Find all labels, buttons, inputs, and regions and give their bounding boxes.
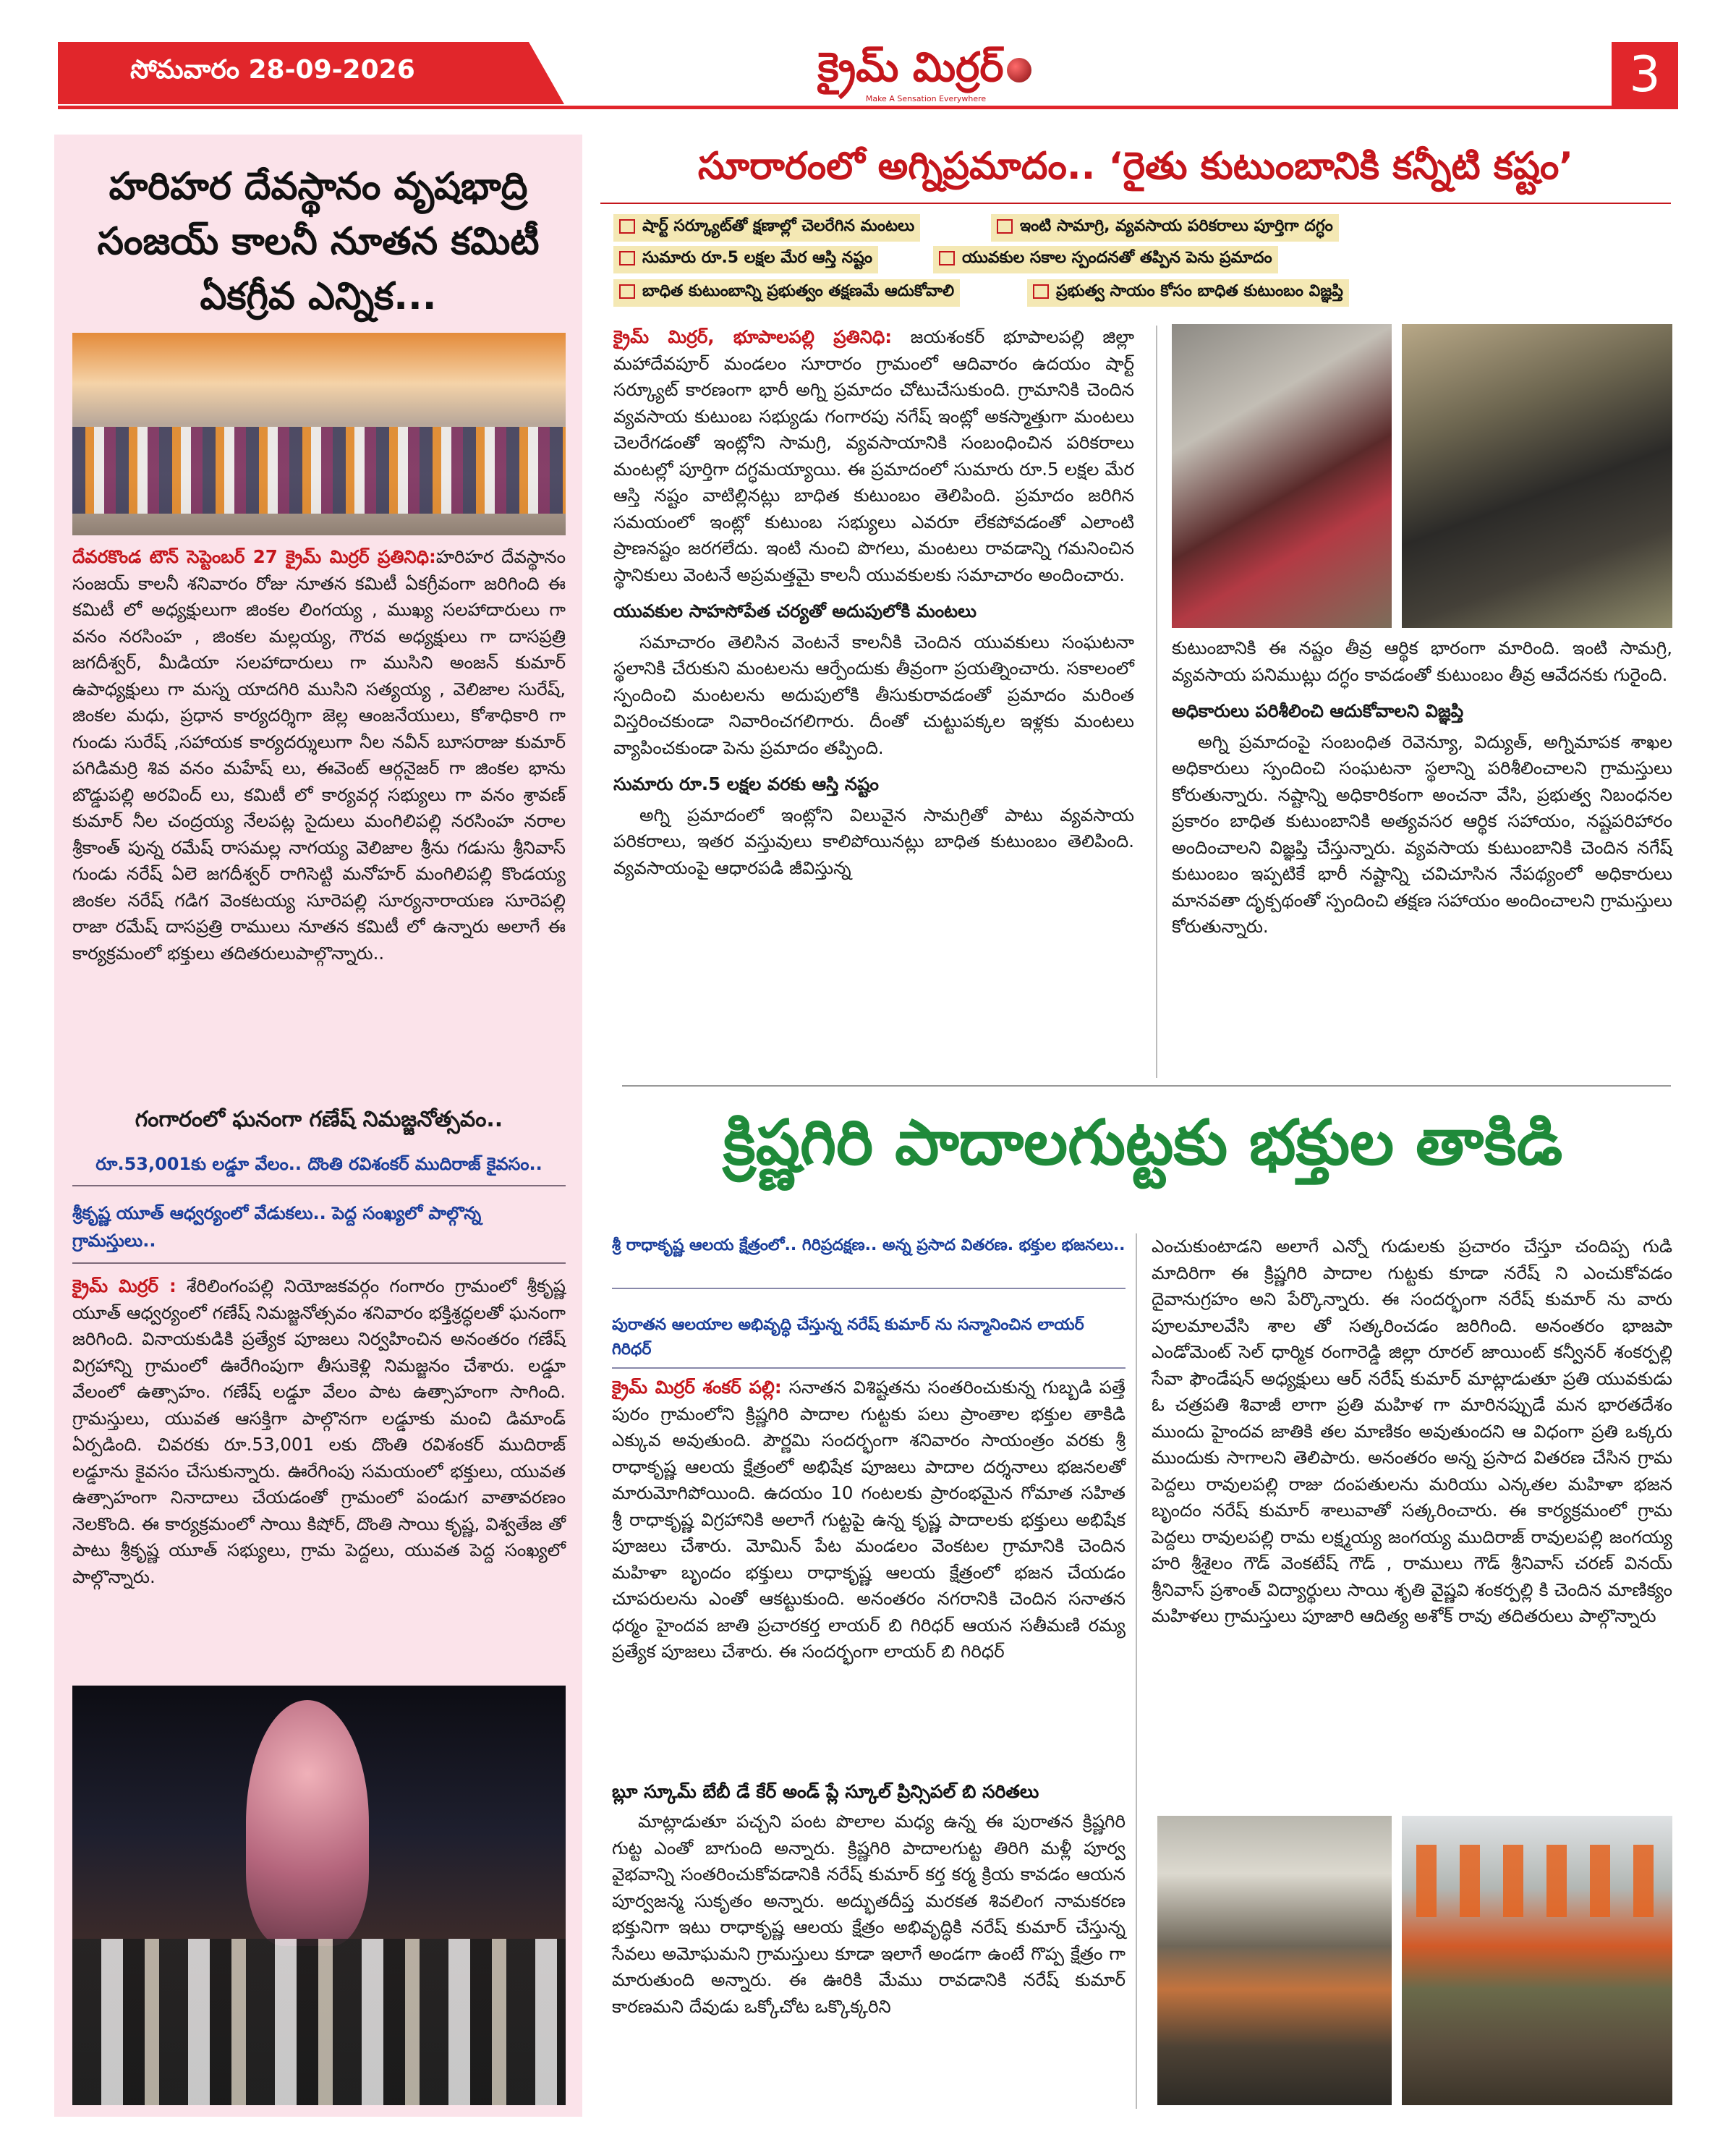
- article-text: శేరిలింగంపల్లి నియోజకవర్గం గంగారం గ్రామంలో శ్రీకృష్ణ యూత్ ఆధ్వర్యంలో గణేష్ నిమజ్జనోత్సవం శనివారం భక్తిశ్రద్ధలతో ఘనంగా జరిగింది. వినాయకుడికి ప్రత్యేక పూజలు నిర్వహించిన అనంతరం గణేష్ విగ్రహాన్ని గ్రామంలో ఊరేగింపుగా తీసుకెళ్లి నిమజ్జనం చేశారు. లడ్డూ వేలంలో ఉత్సాహం. గణేష్ లడ్డూ వేలం పాట ఉత్సాహంగా సాగింది. గ్రామస్తులు, యువత ఆసక్తిగా పాల్గొనగా లడ్డూకు మంచి డిమాండ్ ఏర్పడింది. చివరకు రూ.53,001 లకు దొంతి రవిశంకర్ ముదిరాజ్ లడ్డూను కైవసం చేసుకున్నారు. ఊరేగింపు సమయంలో భక్తులు, యువత ఉత్సాహంగా నినాదాలు చేయడంతో గ్రామంలో పండుగ వాతావరణం నెలకొంది. ఈ కార్యక్రమంలో సాయి కిషోర్, దొంతి సాయి కృష్ణ, విశ్వతేజ తో పాటు శ్రీకృష్ణ యూత్ సభ్యులు, గ్రామ పెద్దలు, యువత పెద్ద సంఖ్యలో పాల్గొన్నారు.: [72, 1275, 566, 1587]
- krishnagiri-headline: క్రిష్ణగిరి పాదాలగుట్టకు భక్తుల తాకిడి: [723, 1107, 1563, 1179]
- bhajan-group-photo: [1157, 1816, 1392, 2105]
- fire-headline: సూరారంలో అగ్నిప్రమాదం.. ‘రైతు కుటుంబానికి కన్నీటి కష్టం’: [697, 145, 1574, 188]
- fire-highlight: ఇంటి సామాగ్రి, వ్యవసాయ పరికరాలు పూర్తిగా దగ్ధం: [991, 214, 1339, 242]
- divider: [72, 1185, 566, 1186]
- krishnagiri-para-2: మాట్లాడుతూ పచ్చని పంట పొలాల మధ్య ఉన్న ఈ పురాతన క్రిష్ణగిరి గుట్ట ఎంతో బాగుంది అన్నారు. క్రిష్ణగిరి పాదాలగుట్ట తిరిగి మళ్లీ పూర్వ వైభవాన్ని సంతరించుకోవడానికి నరేష్ కుమార్ కర్త కర్మ క్రియ కావడం ఆయన పూర్వజన్మ సుకృతం అన్నారు. అద్భుతదీప్త మరకత శివలింగ నామకరణ భక్తునిగా ఇటు రాధాకృష్ణ ఆలయ క్షేత్రం అభివృద్ధికి నరేష్ కుమార్ చేస్తున్న సేవలు అమోఘమని గ్రామస్తులు కూడా ఇలాగే అండగా ఉంటే గొప్ప క్షేత్రం గా మారుతుంది అన్నారు. ఈ ఊరికి మేము రావడానికి నరేష్ కుమార్ కారణమని దేవుడు ఒక్కోచోట ఒక్కొక్కరిని: [612, 1811, 1126, 2017]
- fire-highlight: ప్రభుత్వ సాయం కోసం బాధిత కుటుంబం విజ్ఞప్తి: [1027, 279, 1349, 307]
- divider: [600, 203, 1671, 204]
- procession-flags-photo: [1402, 1816, 1672, 2105]
- logo-tagline: Make A Sensation Everywhere: [865, 94, 987, 103]
- masthead-divider: [58, 106, 1678, 109]
- ganesh-subheadline: రూ.53,001కు లడ్డూ వేలం.. దొంతి రవిశంకర్ ముదిరాజ్ కైవసం..: [95, 1154, 542, 1174]
- page-number: 3: [1612, 42, 1678, 109]
- krishnagiri-article-body: [612, 1375, 1126, 1665]
- fire-para-4: కుటుంబానికి ఈ నష్టం తీవ్ర ఆర్థిక భారంగా మారింది. ఇంటి సామగ్రి, వ్యవసాయ పనిముట్లు దగ్ధం కావడంతో కుటుంబం తీవ్ర ఆవేదనకు గురైంది.: [1172, 637, 1672, 685]
- fire-article-continued: [1172, 635, 1672, 940]
- fire-para-3: అగ్ని ప్రమాదంలో ఇంట్లోని విలువైన సామగ్రితో పాటు వ్యవసాయ పరికరాలు, ఇతర వస్తువులు కాలిపోయినట్లు బాధిత కుటుంబం తెలిపింది. వ్యవసాయంపై ఆధారపడి జీవిస్తున్న: [613, 804, 1134, 878]
- krishnagiri-subhead-1: శ్రీ రాధాకృష్ణ ఆలయ క్షేత్రంలో.. గిరిప్రదక్షణ.. అన్న ప్రసాద వితరణ. భక్తుల భజనలు..: [612, 1236, 1126, 1254]
- fire-subhead-3: అధికారులు పరిశీలించి ఆదుకోవాలని విజ్ఞప్తి: [1172, 700, 1464, 721]
- fire-para-2: సమాచారం తెలిసిన వెంటనే కాలనీకి చెందిన యువకులు సంఘటనా స్థలానికి చేరుకుని మంటలను ఆర్పేందుకు తీవ్రంగా ప్రయత్నించారు. సకాలంలో స్పందించి మంటలను అదుపులోకి తీసుకురావడంతో ప్రమాదం మరింత విస్తరించకుండా నివారించగలిగారు. దీంతో చుట్టుపక్కల ఇళ్లకు మంటలు వ్యాపించకుండా పెను ప్రమాదం తప్పింది.: [613, 631, 1134, 758]
- column-divider: [1156, 326, 1157, 1078]
- globe-icon: [1007, 58, 1031, 82]
- divider: [612, 1367, 1126, 1369]
- burnt-equipment-photo: [1402, 324, 1672, 628]
- article-lead: క్రైమ్ మిర్రర్ శంకర్ పల్లి:: [612, 1377, 782, 1398]
- left-headline: హరిహర దేవస్థానం వృషభాద్రి సంజయ్ కాలనీ నూతన కమిటీ ఏకగ్రీవ ఎన్నిక...: [97, 165, 540, 318]
- burnt-house-photo: [1172, 324, 1392, 628]
- fire-subhead-2: సుమారు రూ.5 లక్షల వరకు ఆస్తి నష్టం: [613, 773, 879, 794]
- bullet-icon: [619, 219, 635, 234]
- logo-text: క్రైమ్ మిర్రర్: [817, 44, 1004, 91]
- article-lead: క్రైమ్ మిర్రర్ :: [72, 1275, 176, 1296]
- fire-highlight: బాధిత కుటుంబాన్ని ప్రభుత్వం తక్షణమే ఆదుకోవాలి: [613, 279, 960, 307]
- column-divider: [1136, 1233, 1137, 2109]
- bullet-icon: [939, 251, 955, 265]
- krishnagiri-subhead-2: పురాతన ఆలయాల అభివృద్ధి చేస్తున్న నరేష్ కుమార్ ను సన్మానించిన లాయర్ గిరిధర్: [612, 1316, 1084, 1359]
- bullet-icon: [619, 251, 635, 265]
- fire-highlight: షార్ట్ సర్క్యూట్‌తో క్షణాల్లో చెలరేగిన మంటలు: [613, 214, 920, 242]
- krishnagiri-subhead-3: బ్లూ స్కూమ్ బేబీ డే కేర్ అండ్ ప్లే స్కూల్ ప్రిన్సిపల్ బి సరితలు: [612, 1781, 1039, 1802]
- fire-para-1: జయశంకర్ భూపాలపల్లి జిల్లా మహాదేవపూర్ మండలం సూరారం గ్రామంలో ఆదివారం ఉదయం షార్ట్ సర్క్యూట్ కారణంగా భారీ అగ్ని ప్రమాదం చోటుచేసుకుంది. గ్రామానికి చెందిన వ్యవసాయ కుటుంబ సభ్యుడు గంగారపు నగేష్ ఇంట్లో అకస్మాత్తుగా మంటలు చెలరేగడంతో ఇంట్లోని సామగ్రి, వ్యవసాయానికి సంబంధించిన పరికరాలు మంటల్లో పూర్తిగా దగ్ధమయ్యాయి. ఈ ప్రమాదంలో సుమారు రూ.5 లక్షల మేర ఆస్తి నష్టం వాటిల్లినట్లు బాధిత కుటుంబం తెలిపింది. ప్రమాదం జరిగిన సమయంలో ఇంట్లో కుటుంబ సభ్యులు ఎవరూ లేకపోవడంతో ఎలాంటి ప్రాణనష్టం జరగలేదు. ఇంటి నుంచి పొగలు, మంటలు రావడాన్ని గమనించిన స్థానికులు వెంటనే అప్రమత్తమై కాలనీ యువకులకు సమాచారం అందించారు.: [613, 326, 1134, 585]
- bullet-icon: [1033, 284, 1049, 299]
- committee-group-photo: [72, 333, 566, 535]
- newspaper-logo: [796, 42, 1056, 104]
- ganesh-subheadline-2: శ్రీకృష్ణ యూత్ ఆధ్వర్యంలో వేడుకలు.. పెద్ద సంఖ్యలో పాల్గొన్న గ్రామస్తులు..: [72, 1203, 482, 1251]
- krishnagiri-para-1: సనాతన విశిష్టతను సంతరించుకున్న గుబ్బడి పత్తే పురం గ్రామంలోని క్రిష్ణగిరి పాదాల గుట్టకు పలు ప్రాంతాల భక్తుల తాకిడి ఎక్కువ అవుతుంది. పౌర్ణమి సందర్భంగా శనివారం సాయంత్రం వరకు శ్రీ రాధాకృష్ణ ఆలయ క్షేత్రంలో అభిషేక పూజలు పాదాల దర్శనాలు భజనలతో మారుమోగిపోయింది. ఉదయం 10 గంటలకు ప్రారంభమైన గోమాత సహిత శ్రీ రాధాకృష్ణ విగ్రహానికి అలాగే గుట్టపై ఉన్న కృష్ణ పాదాలకు భక్తులు అభిషేక పూజలు చేశారు. మోమిన్ పేట మండలం వెంకటల గ్రామానికి చెందిన మహిళా బృందం భక్తులు రాధాకృష్ణ ఆలయ క్షేత్రంలో భజన చేయడం చూపరులను ఎంతో ఆకట్టుకుంది. అనంతరం నగరానికి చెందిన సనాతన ధర్మం హైందవ జాతి ప్రచారకర్త లాయర్ బి గిరిధర్ ఆయన సతీమణి రమ్య ప్రత్యేక పూజలు చేశారు. ఈ సందర్భంగా లాయర్ బి గిరిధర్: [612, 1377, 1126, 1662]
- article-lead: క్రైమ్ మిర్రర్, భూపాలపల్లి ప్రతినిధి:: [613, 326, 893, 347]
- fire-highlight: సుమారు రూ.5 లక్షల మేర ఆస్తి నష్టం: [613, 246, 878, 273]
- bullet-icon: [997, 219, 1013, 234]
- krishnagiri-para-3: ఎంచుకుంటాడని అలాగే ఎన్నో గుడులకు ప్రచారం చేస్తూ చందిప్ప గుడి మాదిరిగా ఈ క్రిష్ణగిరి పాదాల గుట్టకు కూడా నరేష్ ని ఎంచుకోవడం దైవానుగ్రహం అని పేర్కొన్నారు. ఈ సందర్భంగా నరేష్ కుమార్ ను వారు పూలమాలవేసి శాల తో సత్కరించడం జరిగింది. అనంతరం భాజపా ఎండోమెంట్ సెల్ ధార్మిక రంగారెడ్డి జిల్లా రూరల్ జాయింట్ కన్వీనర్ శంకర్పల్లి సేవా ఫౌండేషన్ అధ్యక్షులు ఆర్ నరేష్ కుమార్ మాట్లాడుతూ ప్రతి యువకుడు ఓ చత్రపతి శివాజీ లాగా ప్రతి మహిళ గా మారినప్పుడే మన భారతదేశం ముందు హైందవ జాతికి తల మాణికం అవుతుందని ఆ విధంగా ప్రతి ఒక్కరు ముందుకు సాగాలని తెలిపారు. అనంతరం అన్న ప్రసాద వితరణ చేసిన గ్రామ పెద్దలు రావులపల్లి రాజు దంపతులను మరియు ఎన్కతల మహిళా భజన బృందం నరేష్ కుమార్ శాలువాతో సత్కరించారు. ఈ కార్యక్రమంలో గ్రామ పెద్దలు రావులపల్లి రామ లక్ష్మయ్య జంగయ్య ముదిరాజ్ రావులపల్లి జంగయ్య హరి శ్రీశైలం గౌడ్ వెంకటేష్ గౌడ్ , రాములు గౌడ్ శ్రీనివాస్ చరణ్ వినయ్ శ్రీనివాస్ ప్రశాంత్ విద్యార్థులు సాయి శృతి వైష్ణవి శంకర్పల్లి కి చెందిన మాణిక్యం మహిళలు గ్రామస్తులు పూజారి ఆదిత్య అశోక్ రావు తదితరులు పాల్గొన్నారు: [1152, 1236, 1672, 1626]
- ganesh-article-body: [72, 1273, 566, 1590]
- divider: [612, 1288, 1126, 1289]
- fire-article-body: [613, 324, 1134, 881]
- divider: [72, 1262, 566, 1264]
- article-lead: దేవరకొండ టౌన్ సెప్టెంబర్ 27 క్రైమ్ మిర్రర్ ప్రతినిధి:: [72, 546, 436, 567]
- article-text: హరిహర దేవస్థానం సంజయ్ కాలనీ శనివారం రోజు నూతన కమిటీ ఏకగ్రీవంగా జరిగింది ఈ కమిటీ లో అధ్యక్షులుగా జింకల లింగయ్య , ముఖ్య సలహాదారులు గా వనం నరసింహ , జింకల మల్లయ్య, గౌరవ అధ్యక్షులు గా దాసప్రత్రి జగదీశ్వర్, మీడియా సలహాదారులు గా ముసిని అంజన్ కుమార్ ఉపాధ్యక్షులు గా మస్న యాదగిరి ముసిని సత్యయ్య , వెలిజాల సురేష్, జింకల మధు, ప్రధాన కార్యదర్శిగా జెల్ల ఆంజనేయులు, కోశాధికారి గా గుండు సురేష్ ,సహాయక కార్యదర్శులుగా నీల నవీన్ బూసరాజు కుమార్ పగిడిమర్రి శివ వనం మహేష్ లు, ఈవెంట్ ఆర్గనైజర్ గా జింకల భాను బొడ్డుపల్లి అరవింద్ లు, కమిటీ లో కార్యవర్గ సభ్యులు గా వనం శ్రావణ్ కుమార్ నీల చంద్రయ్య నేలపట్ల సైదులు మంగిలిపల్లి నరసింహ నరాల శ్రీకాంత్ పున్న రమేష్ రాసమల్ల నాగయ్య వెలిజాల శ్రీను గడుసు శ్రీనివాస్ గుండు నరేష్ ఏలె జగదీశ్వర్ రాగిసెట్టి మనోహర్ మంగిలిపల్లి కొండయ్య జింకల నరేష్ గడిగ వెంకటయ్య సూరెపల్లి సూర్యనారాయణ సూరెపల్లి రాజా రమేష్ దాసప్రత్రి రాములు నూతన కమిటీ లో ఉన్నారు అలాగే ఈ కార్యక్రమంలో భక్తులు తదితరులుపాల్గొన్నారు..: [72, 546, 566, 964]
- fire-para-5: అగ్ని ప్రమాదంపై సంబంధిత రెవెన్యూ, విద్యుత్, అగ్నిమాపక శాఖల అధికారులు స్పందించి సంఘటనా స్థలాన్ని పరిశీలించాలని గ్రామస్తులు కోరుతున్నారు. నష్టాన్ని అధికారికంగా అంచనా వేసి, ప్రభుత్వ నిబంధనల ప్రకారం బాధిత కుటుంబానికి అత్యవసర ఆర్థిక సహాయం, నష్టపరిహారం అందించాలని విజ్ఞప్తి చేస్తున్నారు. వ్యవసాయ కుటుంబానికి చెందిన నగేష్ కుటుంబం ఇప్పటికే భారీ నష్టాన్ని చవిచూసిన నేపథ్యంలో అధికారులు మానవతా దృక్పథంతో స్పందించి తక్షణ సహాయం అందించాలని గ్రామస్తులు కోరుతున్నారు.: [1172, 731, 1672, 937]
- section-divider: [622, 1085, 1671, 1087]
- issue-date: సోమవారం 28-09-2026: [130, 55, 415, 85]
- ganesh-idol-photo: [72, 1686, 566, 2105]
- committee-article-body: [72, 544, 566, 966]
- bullet-icon: [619, 284, 635, 299]
- ganesh-headline: గంగారంలో ఘనంగా గణేష్ నిమజ్జనోత్సవం..: [135, 1107, 503, 1132]
- fire-subhead-1: యువకుల సాహసోపేత చర్యతో అదుపులోకి మంటలు: [613, 600, 977, 621]
- fire-highlight: యువకుల సకాల స్పందనతో తప్పిన పెను ప్రమాదం: [933, 246, 1278, 273]
